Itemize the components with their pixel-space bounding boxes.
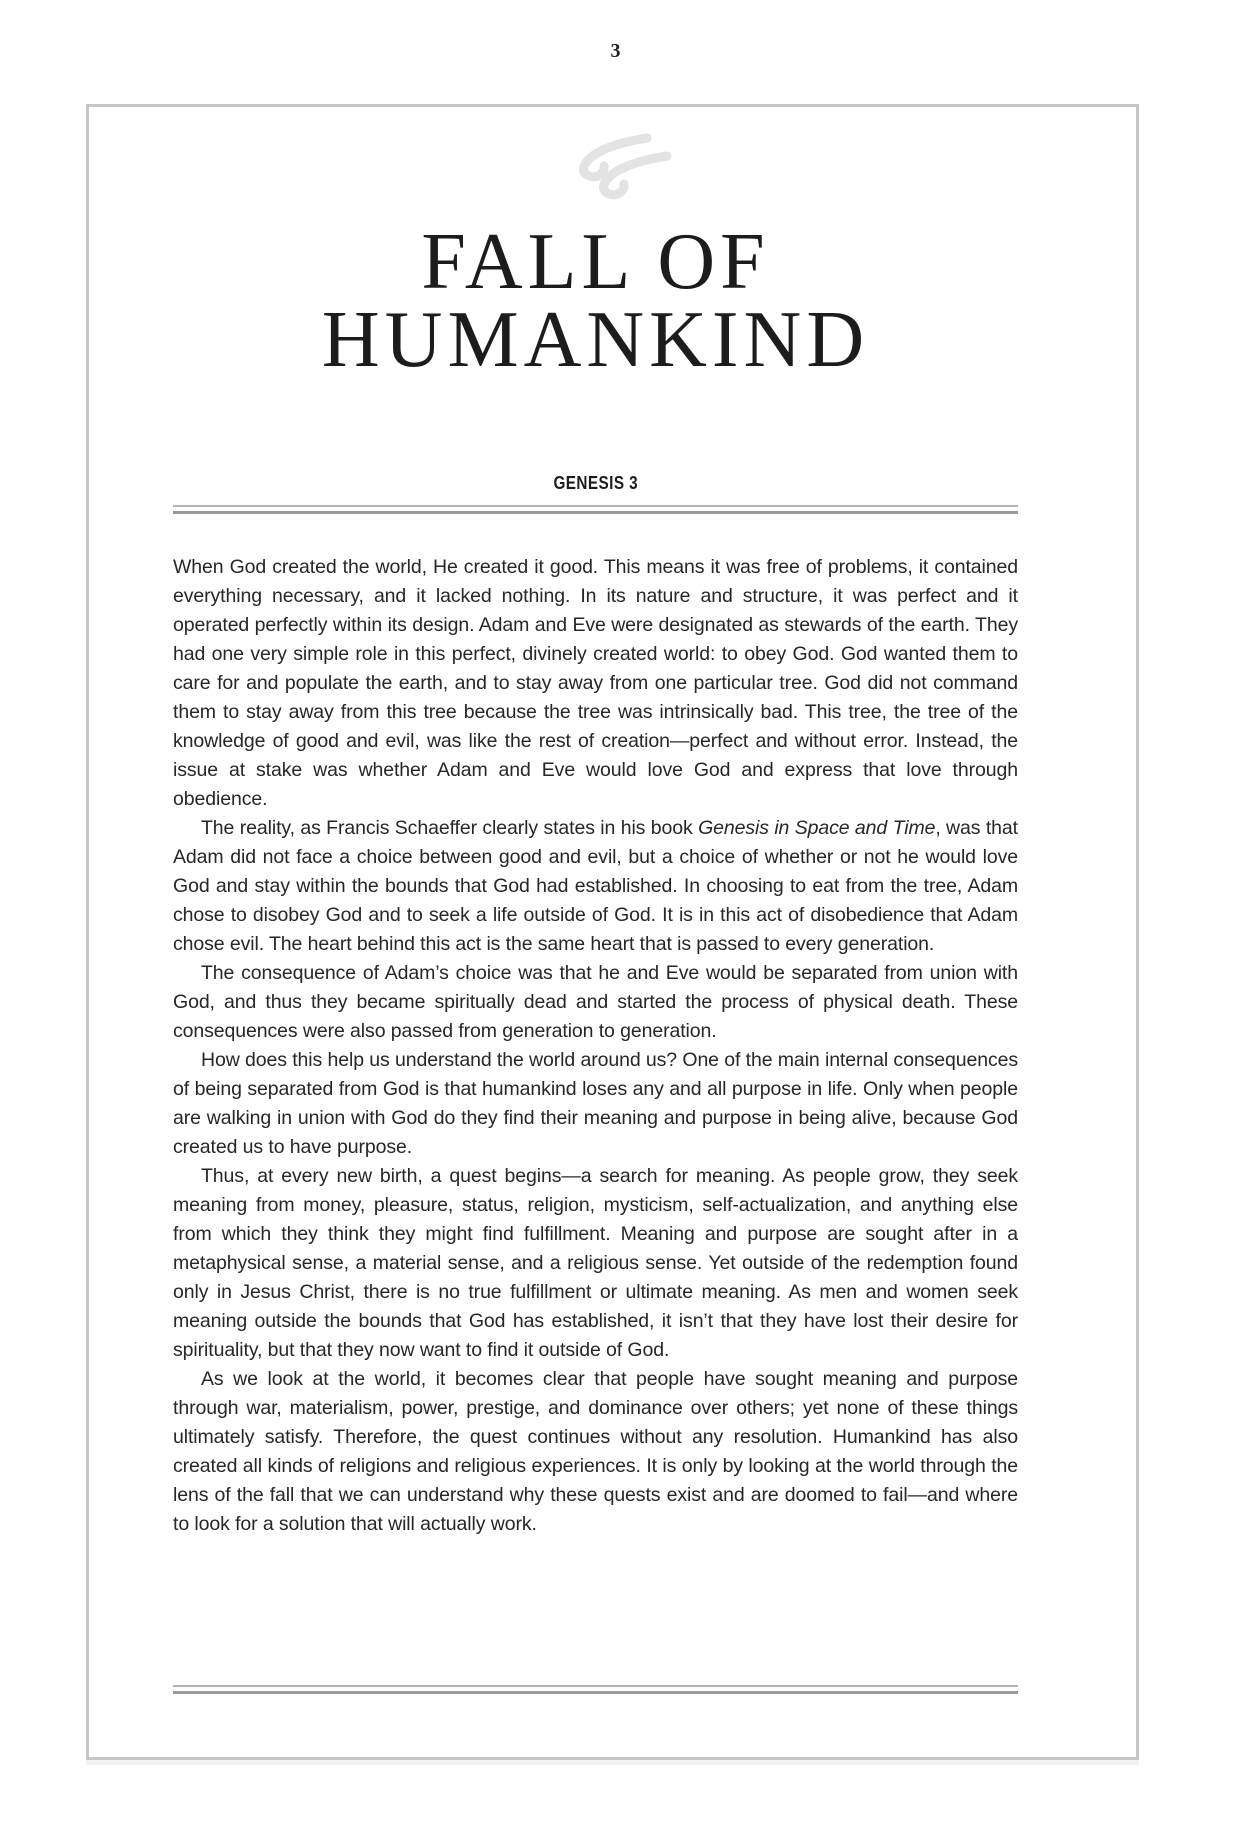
bottom-divider-rule [173, 1685, 1018, 1694]
paragraph [173, 959, 1018, 1046]
chapter-title [173, 218, 1018, 384]
paragraph [173, 1046, 1018, 1162]
paragraph [173, 553, 1018, 814]
scripture-reference-label: GENESIS 3 [553, 473, 638, 493]
paragraph-text: Thus, at every new birth, a quest begins—a search for meaning. As people grow, they seek meaning from money, pleasure, status, religion, mysticism, self-actualization, and anything else from which they think they might find fulfillment. Meaning and purpose are sought after in a metaphysical sense, a material sense, and a religious sense. Yet outside of the redemption found only in Jesus Christ, there is no true fulfillment or ultimate meaning. As men and women seek meaning outside the bounds that God has established, it isn’t that they have lost their desire for spirituality, but that they now want to find it outside of God. [173, 1165, 1018, 1361]
double-swoosh-ornament-icon [554, 129, 672, 212]
paragraph-text: , was that Adam did not face a choice between good and evil, but a choice of whether or not he would love God and stay within the bounds that God had established. In choosing to eat from the tree, Adam chose to disobey God and to seek a life outside of God. It is in this act of disobedience that Adam chose evil. The heart behind this act is the same heart that is passed to every generation. [173, 817, 1018, 955]
paragraph-text: As we look at the world, it becomes clear that people have sought meaning and purpose through war, materialism, power, prestige, and dominance over others; yet none of these things ultimately satisfy. Therefore, the quest continues without any resolution. Humankind has also created all kinds of religions and religious experiences. It is only by looking at the world through the lens of the fall that we can understand why these quests exist and are doomed to fail—and where to look for a solution that will actually work. [173, 1368, 1018, 1535]
paragraph [173, 1162, 1018, 1365]
chapter-title-line2: HUMANKIND [321, 296, 870, 384]
top-divider-rule [173, 505, 1018, 514]
paragraph-text: The consequence of Adam’s choice was that he and Eve would be separated from union with God, and thus they became spiritually dead and started the process of physical death. These consequences were also passed from generation to generation. [173, 962, 1018, 1042]
book-title-italic: Genesis in Space and Time [698, 817, 936, 839]
paragraph-text: How does this help us understand the world around us? One of the main internal consequences of being separated from God is that humankind loses any and all purpose in life. Only when people are walking in union with God do they find their meaning and purpose in being alive, because God created us to have purpose. [173, 1049, 1018, 1158]
page-border-frame [86, 104, 1139, 1760]
page-number: 3 [610, 40, 621, 62]
paragraph-text: The reality, as Francis Schaeffer clearly states in his book [201, 817, 699, 839]
scripture-reference [173, 473, 1018, 494]
chapter-title-line1: FALL OF [421, 218, 770, 306]
paragraph-text: When God created the world, He created it good. This means it was free of problems, it contained everything necessary, and it lacked nothing. In its nature and structure, it was perfect and it operated perfectly within its design. Adam and Eve were designated as stewards of the earth. They had one very simple role in this perfect, divinely created world: to obey God. God wanted them to care for and populate the earth, and to stay away from one particular tree. God did not command them to stay away from this tree because the tree was intrinsically bad. This tree, the tree of the knowledge of good and evil, was like the rest of creation—perfect and without error. Instead, the issue at stake was whether Adam and Eve would love God and express that love through obedience. [173, 556, 1018, 810]
paragraph [173, 1365, 1018, 1539]
paragraph [173, 814, 1018, 959]
article-body [173, 553, 1018, 1539]
